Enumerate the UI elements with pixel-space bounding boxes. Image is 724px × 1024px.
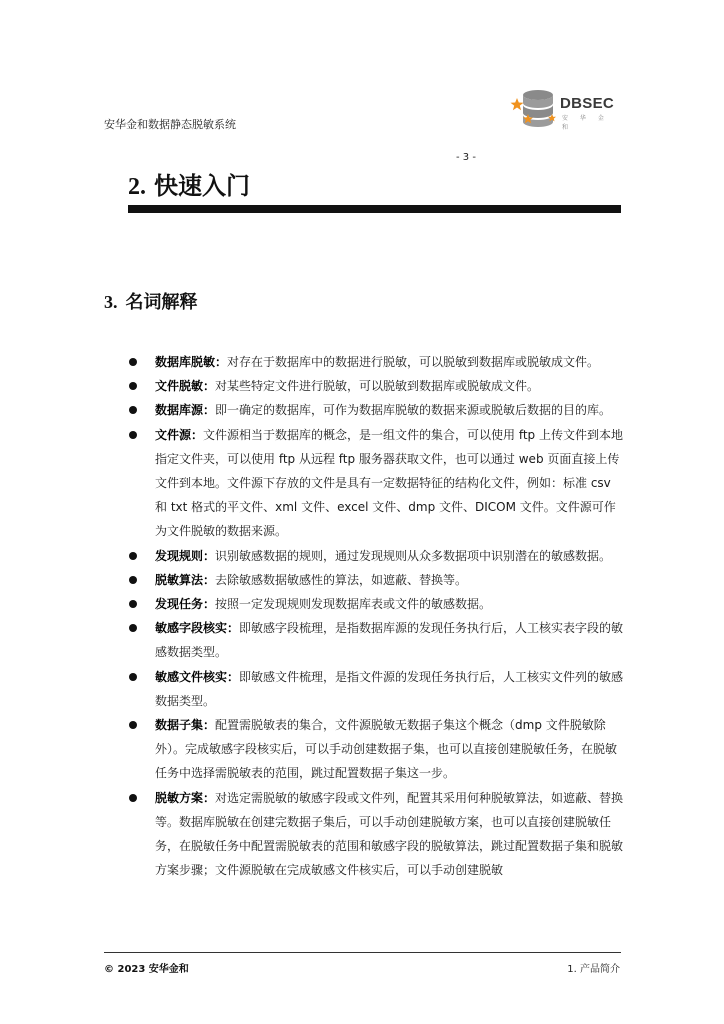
glossary-item (124, 374, 624, 398)
bullet-icon (129, 721, 137, 729)
glossary-term: 敏感文件核实： (155, 669, 240, 684)
logo-wordmark: DBSEC (560, 95, 615, 112)
database-logo-icon (510, 86, 558, 130)
section-2-title: 快速入门 (154, 172, 250, 200)
glossary-definition: 配置需脱敏表的集合，文件源脱敏无数据子集这个概念（dmp 文件脱敏除外）。完成敏感字段核实后，可以手动创建数据子集，也可以直接创建脱敏任务，在脱敏任务中选择需脱敏表的范围，跳过配置数据子集这一步。 (155, 718, 618, 781)
glossary-definition: 即一确定的数据库，可作为数据库脱敏的数据来源或脱敏后数据的目的库。 (215, 403, 612, 418)
glossary-list (124, 350, 624, 882)
header-system-name: 安华金和数据静态脱敏系统 (104, 118, 236, 131)
glossary-term: 文件源： (155, 427, 204, 442)
glossary-item (124, 592, 624, 616)
section-3-title: 名词解释 (125, 292, 198, 313)
glossary-definition: 即敏感文件梳理，是指文件源的发现任务执行后，人工核实文件列的敏感数据类型。 (155, 669, 624, 708)
bullet-icon (129, 624, 137, 632)
section-3-heading (104, 288, 198, 314)
glossary-term: 数据库源： (155, 403, 216, 418)
glossary-definition: 对某些特定文件进行脱敏，可以脱敏到数据库或脱敏成文件。 (215, 379, 540, 394)
glossary-item (124, 786, 624, 883)
glossary-item (124, 665, 624, 713)
footer-rule (104, 952, 621, 953)
glossary-definition: 去除敏感数据敏感性的算法，如遮蔽、替换等。 (215, 572, 468, 587)
glossary-term: 脱敏算法： (155, 572, 216, 587)
glossary-term: 脱敏方案： (155, 790, 216, 805)
bullet-icon (129, 552, 137, 560)
glossary-term: 敏感字段核实： (155, 621, 240, 636)
section-3-number: 3. (104, 292, 118, 312)
glossary-term: 数据库脱敏： (155, 355, 228, 369)
heading-rule (128, 205, 621, 213)
section-2-heading (128, 166, 250, 201)
glossary-item (124, 398, 624, 422)
glossary-definition: 识别敏感数据的规则，通过发现规则从众多数据项中识别潜在的敏感数据。 (215, 548, 612, 563)
footer-copyright: © 2023 安华金和 (104, 964, 189, 975)
glossary-term: 文件脱敏： (155, 379, 216, 394)
glossary-term: 发现规则： (155, 548, 216, 563)
bullet-icon (129, 358, 137, 366)
dbsec-logo (510, 86, 625, 130)
page-number: - 3 - (456, 152, 476, 163)
glossary-definition: 对选定需脱敏的敏感字段或文件列，配置其采用何种脱敏算法，如遮蔽、替换等。数据库脱敏在创建完数据子集后，可以手动创建脱敏方案，也可以直接创建脱敏任务，在脱敏任务中配置需脱敏表的范围和敏感字段的脱敏算法，跳过配置数据子集和脱敏方案步骤；文件源脱敏在完成敏感文件核实后，可以手动创建脱敏 (155, 790, 624, 878)
glossary-item (124, 544, 624, 568)
bullet-icon (129, 406, 137, 414)
bullet-icon (129, 600, 137, 608)
glossary-item (124, 423, 624, 544)
glossary-item (124, 616, 624, 664)
bullet-icon (129, 576, 137, 584)
glossary-item (124, 350, 624, 374)
glossary-term: 发现任务： (155, 597, 216, 612)
glossary-item (124, 568, 624, 592)
bullet-icon (129, 431, 137, 439)
glossary-term: 数据子集： (155, 718, 216, 733)
glossary-item (124, 713, 624, 786)
glossary-definition: 文件源相当于数据库的概念，是一组文件的集合，可以使用 ftp 上传文件到本地指定文件夹，可以使用 ftp 从远程 ftp 服务器获取文件，也可以通过 web 页面直接上传文件到本地。文件源下存放的文件是具有一定数据特征的结构化文件，例如：标准 csv 和 txt 格式的平文件、xml 文件、excel 文件、dmp 文件、DICOM 文件。文件源可作为文件脱敏的数据来源。 (155, 427, 623, 539)
bullet-icon (129, 794, 137, 802)
glossary-definition: 按照一定发现规则发现数据库表或文件的敏感数据。 (215, 597, 492, 612)
glossary-definition: 即敏感字段梳理，是指数据库源的发现任务执行后，人工核实表字段的敏感数据类型。 (155, 621, 624, 660)
bullet-icon (129, 382, 137, 390)
section-2-number: 2. (128, 174, 146, 200)
glossary-definition: 对存在于数据库中的数据进行脱敏，可以脱敏到数据库或脱敏成文件。 (227, 355, 600, 369)
bullet-icon (129, 673, 137, 681)
footer-chapter: 1. 产品简介 (567, 964, 620, 975)
logo-subtitle: 安 华 金 和 (562, 115, 609, 131)
